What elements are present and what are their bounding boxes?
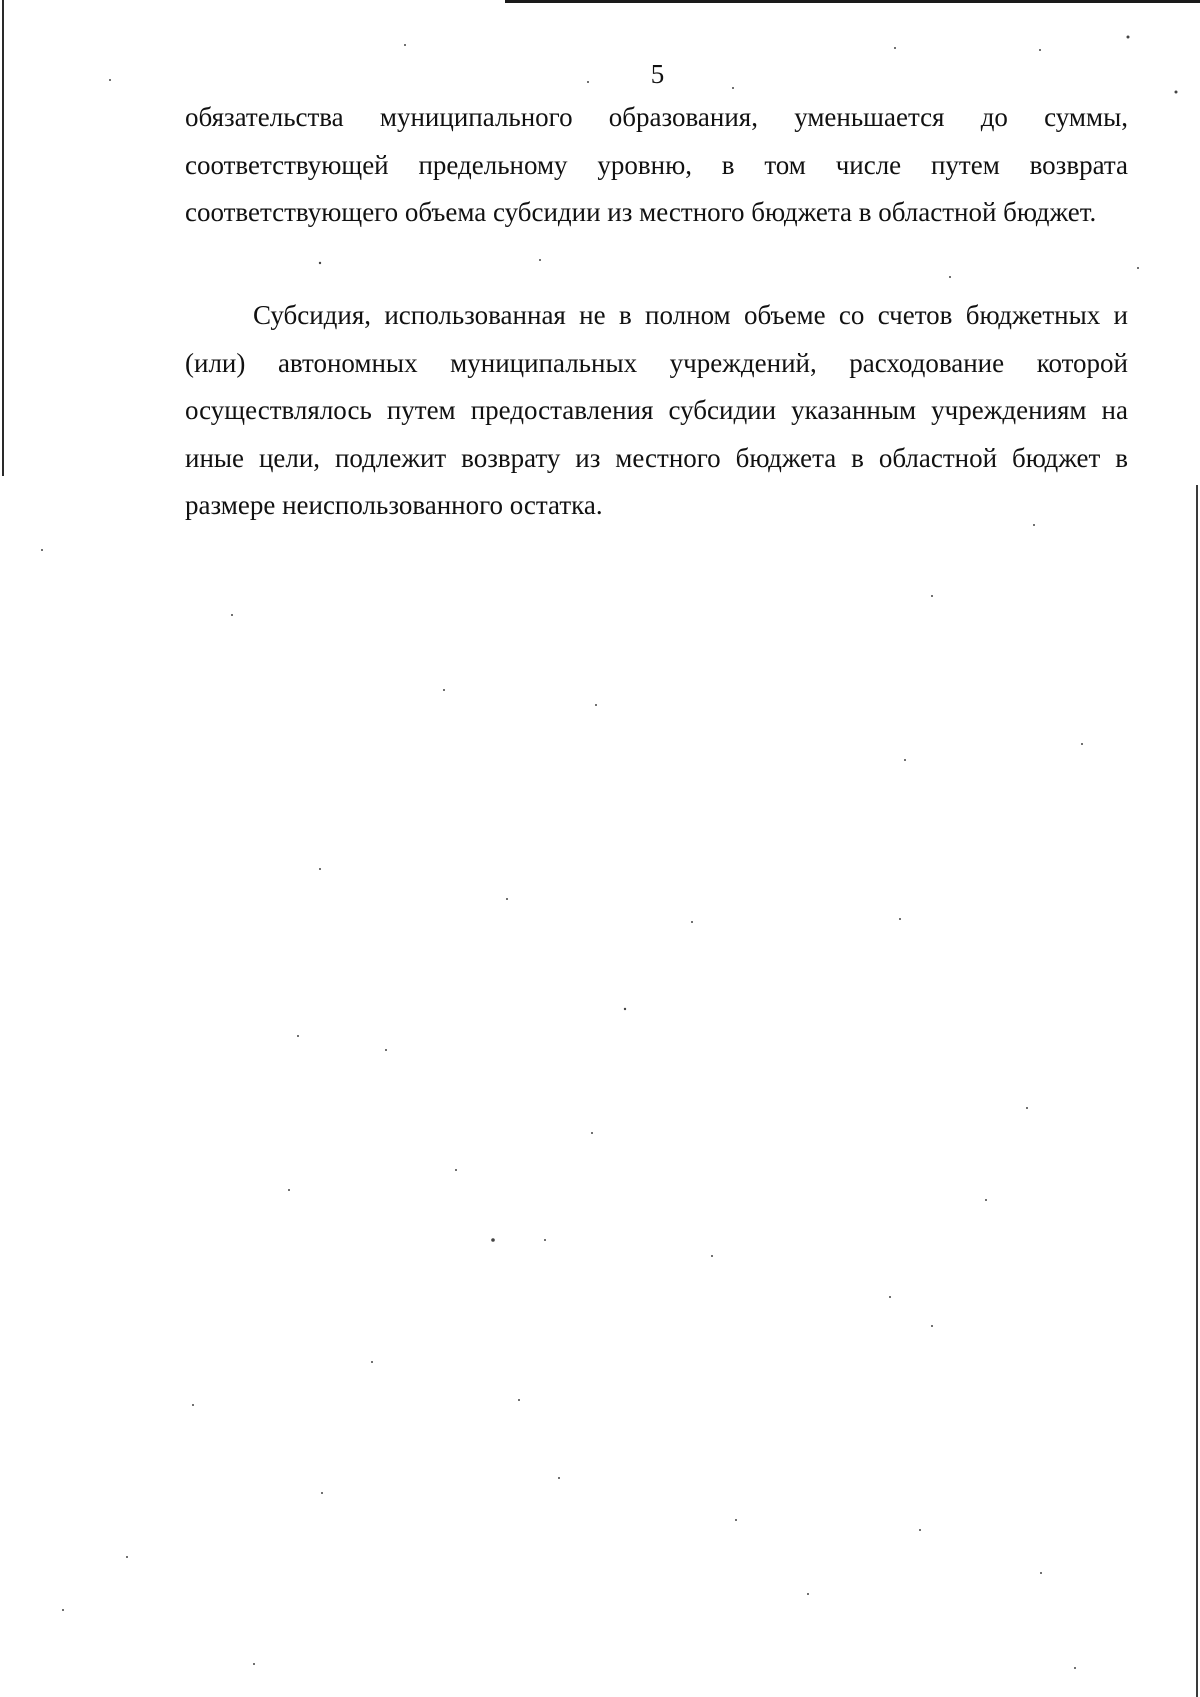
scan-right-border bbox=[1196, 485, 1198, 1697]
paragraph-continuation: обязательства муниципального образования, уменьшается до суммы, соответствующей предельному уровню, в том числе путем возврата соответствующего объема субсидии из местного бюджета в областной бюджет. bbox=[185, 102, 1128, 227]
scan-top-border bbox=[505, 0, 1200, 3]
paragraph-subsidy-return: Субсидия, использованная не в полном объеме со счетов бюджетных и (или) автономных муниципальных учреждений, расходование которой осуществлялось путем предоставления субсидии указанным учреждениям на иные цели, подлежит возврату из местного бюджета в областной бюджет в размере неиспользованного остатка. bbox=[185, 300, 1128, 520]
page-number: 5 bbox=[650, 59, 665, 89]
